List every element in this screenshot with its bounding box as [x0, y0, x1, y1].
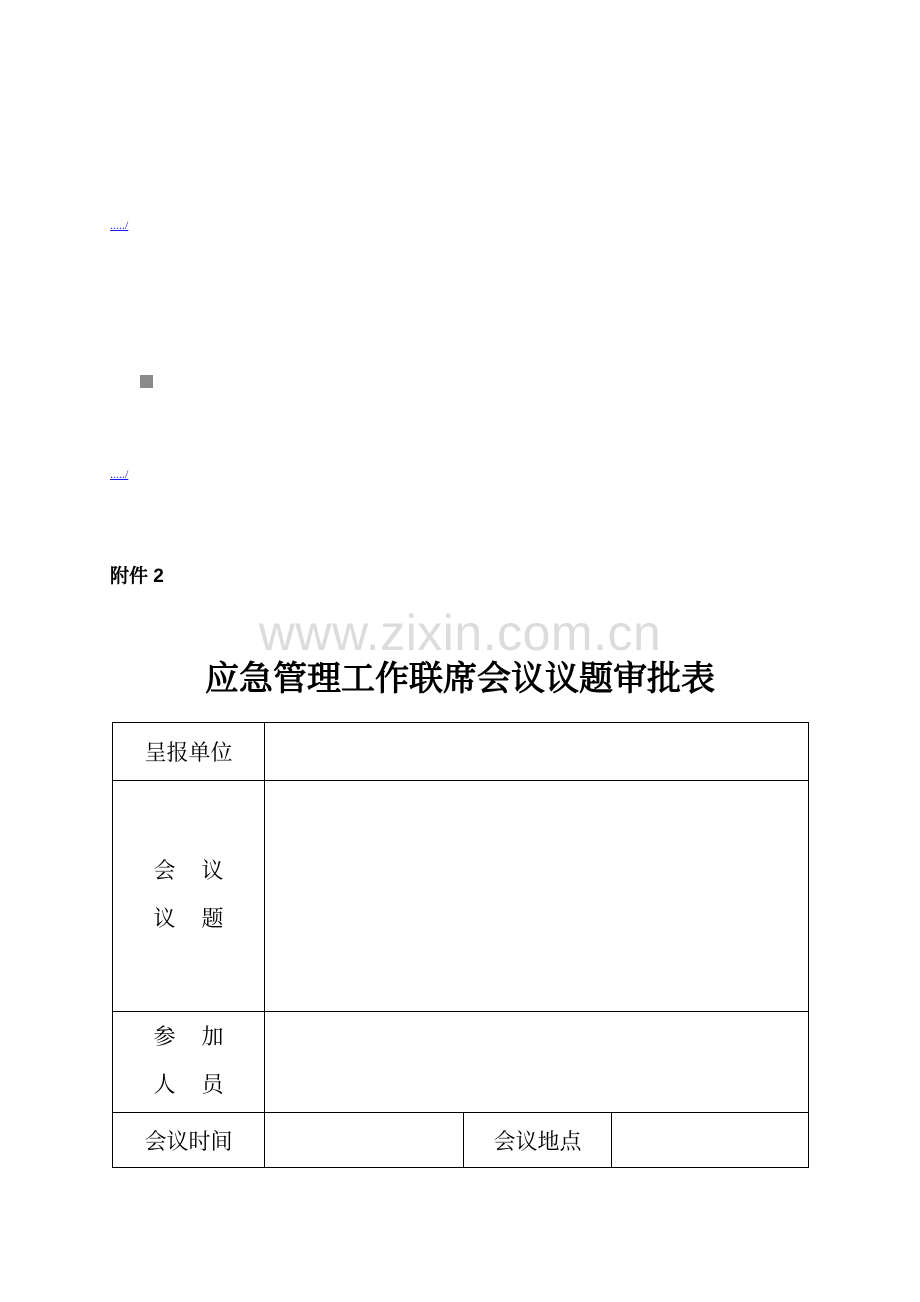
- gray-square-icon: [140, 375, 153, 388]
- meeting-topic-label-line1: 会议: [153, 859, 250, 884]
- participants-label-line2: 人员: [153, 1073, 250, 1098]
- participants-label: [113, 1012, 265, 1113]
- reporting-unit-field[interactable]: [265, 723, 809, 781]
- approval-form-table: [112, 722, 809, 1168]
- meeting-place-label: 会议地点: [464, 1113, 612, 1168]
- top-link[interactable]: ...../: [110, 218, 129, 232]
- row-time-place: [113, 1113, 809, 1168]
- meeting-time-field[interactable]: [265, 1113, 464, 1168]
- participants-field[interactable]: [265, 1012, 809, 1113]
- meeting-topic-label-line2: 议题: [153, 907, 250, 932]
- participants-label-line1: 参加: [153, 1025, 250, 1050]
- meeting-topic-label: [113, 781, 265, 1012]
- attachment-label: 附件 2: [110, 566, 164, 587]
- meeting-topic-field[interactable]: [265, 781, 809, 1012]
- row-meeting-topic: [113, 781, 809, 1012]
- page-title: 应急管理工作联席会议议题审批表: [205, 659, 715, 699]
- second-link[interactable]: ...../: [110, 467, 129, 481]
- meeting-time-label: 会议时间: [113, 1113, 265, 1168]
- row-reporting-unit: [113, 723, 809, 781]
- row-participants: [113, 1012, 809, 1113]
- reporting-unit-label: 呈报单位: [113, 723, 265, 781]
- watermark: www.zixin.com.cn: [258, 605, 662, 661]
- meeting-place-field[interactable]: [612, 1113, 809, 1168]
